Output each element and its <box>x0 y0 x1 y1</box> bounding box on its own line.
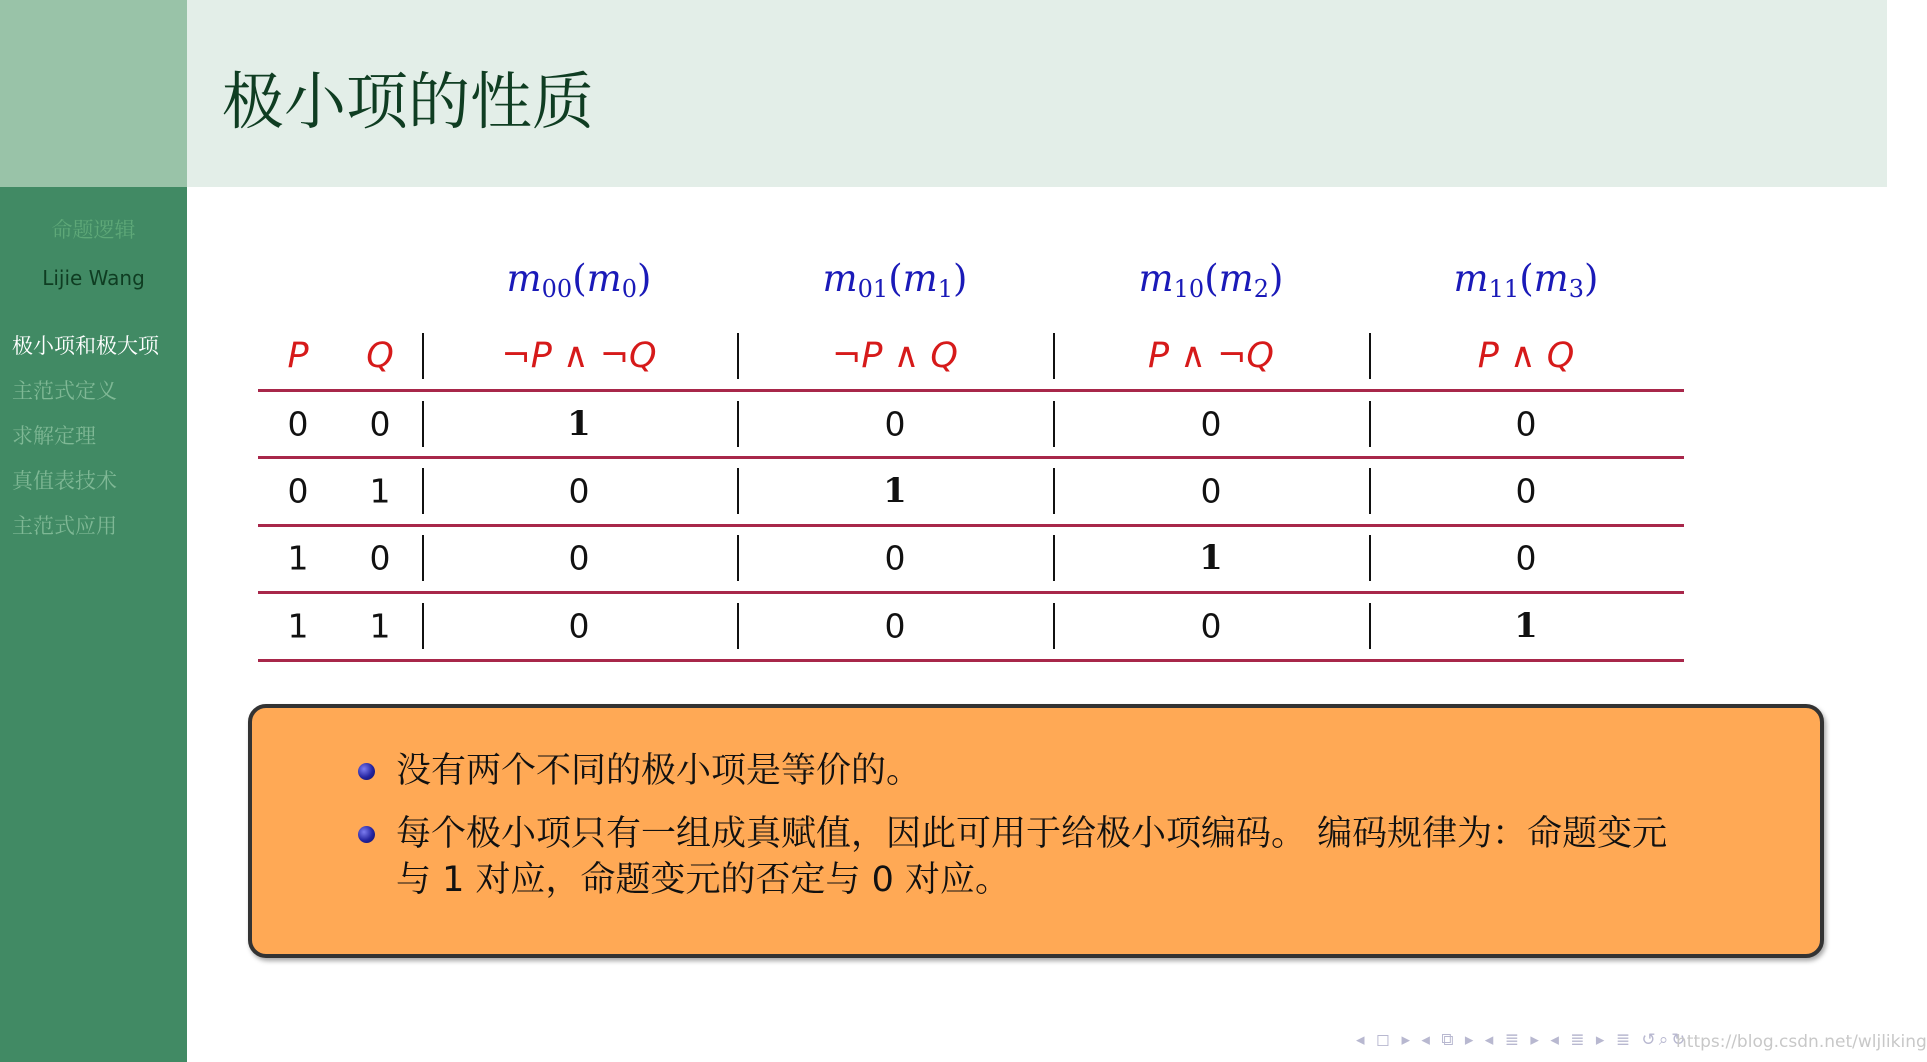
note-item: 每个极小项只有一组成真赋值，因此可用于给极小项编码。 编码规律为：命题变元 <box>396 814 1668 854</box>
table-rule <box>258 456 1684 459</box>
sidebar-logo-area <box>0 0 187 187</box>
table-rule <box>258 389 1684 392</box>
author-name: Lijie Wang <box>42 266 145 290</box>
column-separator <box>422 401 424 447</box>
column-separator <box>1053 603 1055 649</box>
sidebar-item-minterms-maxterms[interactable]: 极小项和极大项 <box>12 334 159 358</box>
minterm-value: 1 <box>567 404 591 444</box>
column-separator <box>737 468 739 514</box>
bullet-icon <box>358 826 375 843</box>
column-separator <box>1369 603 1371 649</box>
sidebar-item-truth-table[interactable]: 真值表技术 <box>12 469 117 493</box>
column-separator <box>1053 333 1055 379</box>
column-separator <box>422 603 424 649</box>
watermark: https://blog.csdn.net/wljliking <box>1676 1032 1927 1052</box>
minterm-value: 0 <box>884 538 906 578</box>
minterm-label: $m_{01}(m_1)$ <box>822 257 968 303</box>
bullet-icon <box>358 763 375 780</box>
column-separator <box>737 401 739 447</box>
formula-header: P ∧ ¬Q <box>1148 336 1274 376</box>
minterm-value: 1 <box>1199 538 1223 578</box>
column-separator <box>1369 401 1371 447</box>
course-title[interactable]: 命题逻辑 <box>51 218 136 242</box>
table-rule <box>258 591 1684 594</box>
beamer-navigation-icons[interactable]: ◂ ◻ ▸ ◂ ⧉ ▸ ◂ ≣ ▸ ◂ ≣ ▸ ≣ ↺⌕↻ <box>1356 1030 1689 1050</box>
column-separator <box>737 603 739 649</box>
minterm-value: 0 <box>568 538 590 578</box>
truth-value-q: 1 <box>369 606 391 646</box>
variable-header: Q <box>366 336 394 376</box>
minterm-label: $m_{11}(m_3)$ <box>1453 257 1599 303</box>
truth-value-q: 0 <box>369 404 391 444</box>
formula-header: P ∧ Q <box>1477 336 1575 376</box>
sidebar-item-normal-form-application[interactable]: 主范式应用 <box>12 514 117 538</box>
minterm-value: 0 <box>1200 606 1222 646</box>
minterm-label: $m_{00}(m_0)$ <box>506 257 652 303</box>
minterm-value: 0 <box>1200 471 1222 511</box>
minterm-value: 0 <box>1200 404 1222 444</box>
table-rule <box>258 659 1684 662</box>
minterm-value: 0 <box>884 404 906 444</box>
minterm-value: 1 <box>883 471 907 511</box>
truth-value-p: 0 <box>287 471 309 511</box>
column-separator <box>422 535 424 581</box>
column-separator <box>422 468 424 514</box>
minterm-value: 0 <box>1515 471 1537 511</box>
column-separator <box>1369 333 1371 379</box>
minterm-value: 0 <box>1515 404 1537 444</box>
truth-value-q: 1 <box>369 471 391 511</box>
truth-value-p: 1 <box>287 606 309 646</box>
column-separator <box>737 333 739 379</box>
column-separator <box>1053 468 1055 514</box>
minterm-value: 1 <box>1514 606 1538 646</box>
column-separator <box>422 333 424 379</box>
column-separator <box>1053 535 1055 581</box>
formula-header: ¬P ∧ Q <box>832 336 958 376</box>
table-rule <box>258 524 1684 527</box>
minterm-label: $m_{10}(m_2)$ <box>1138 257 1284 303</box>
minterm-value: 0 <box>568 606 590 646</box>
truth-value-p: 1 <box>287 538 309 578</box>
column-separator <box>1053 401 1055 447</box>
truth-value-q: 0 <box>369 538 391 578</box>
formula-header: ¬P ∧ ¬Q <box>501 336 657 376</box>
column-separator <box>737 535 739 581</box>
property-note-box <box>248 704 1824 958</box>
page-title: 极小项的性质 <box>222 65 595 138</box>
sidebar-item-solving-theorem[interactable]: 求解定理 <box>12 424 96 448</box>
truth-value-p: 0 <box>287 404 309 444</box>
minterm-value: 0 <box>568 471 590 511</box>
minterm-value: 0 <box>884 606 906 646</box>
note-item: 没有两个不同的极小项是等价的。 <box>396 751 922 791</box>
sidebar-item-normal-form-definition[interactable]: 主范式定义 <box>12 379 117 403</box>
column-separator <box>1369 468 1371 514</box>
column-separator <box>1369 535 1371 581</box>
minterm-value: 0 <box>1515 538 1537 578</box>
note-item-continuation: 与 1 对应，命题变元的否定与 0 对应。 <box>396 860 1011 900</box>
variable-header: P <box>287 336 309 376</box>
